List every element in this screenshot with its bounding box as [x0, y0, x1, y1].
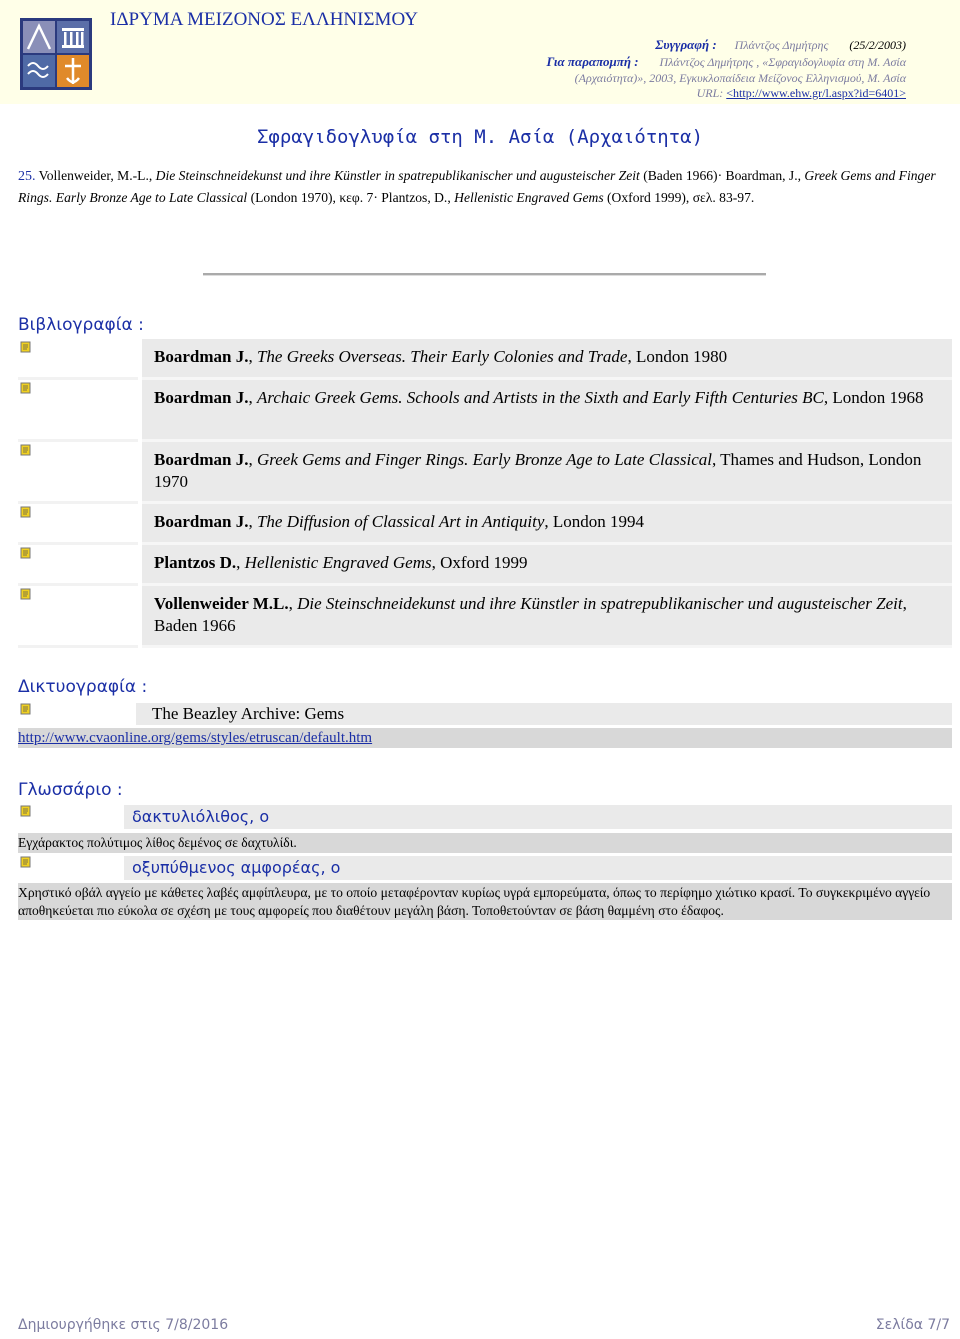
note-icon[interactable] — [20, 805, 32, 817]
glossary-definition: Χρηστικό οβάλ αγγείο με κάθετες λαβές αμφίπλευρα, με το οποίο μεταφέρονταν κυρίως υγρά εμπορεύματα, όπως το περίφημο χιώτικο κρασί. Το συγκεκριμένο αγγείο αποθηκεύεται πιο εύκολα σε σχέση με τους αμφορείς που διαθέτουν μεγάλη βάση. Τοποθετούνταν σε βάση θαμμένη στο έδαφος. — [18, 883, 952, 920]
citation-url-line — [697, 86, 906, 101]
bib-author: Vollenweider M.L. — [154, 594, 289, 613]
footer-created-date: Δημιουργήθηκε στις 7/8/2016 — [18, 1317, 229, 1333]
glossary-heading: Γλωσσάριο : — [18, 780, 123, 800]
glossary-definition: Εγχάρακτος πολύτιμος λίθος δεμένος σε δαχτυλίδι. — [18, 833, 952, 853]
bibliography-text — [154, 449, 944, 493]
footnote-text: Vollenweider, M.-L., — [35, 168, 156, 183]
citation-url-link[interactable]: <http://www.ehw.gr/l.aspx?id=6401> — [726, 86, 906, 100]
citation-text-1: Πλάντζος Δημήτρης , «Σφραγιδογλυφία στη Μ. Ασία — [659, 55, 906, 69]
author-label: Συγγραφή : — [655, 37, 717, 52]
note-icon[interactable] — [20, 856, 32, 868]
bib-publication: , London 1994 — [544, 512, 645, 531]
footnote-text: (Baden 1966)· Boardman, J., — [639, 168, 805, 183]
bibliography-item — [18, 545, 952, 583]
bib-publication: , Oxford 1999 — [431, 553, 528, 572]
bibliography-item — [18, 339, 952, 377]
bibliography-text — [154, 346, 944, 368]
bibliography-text — [154, 387, 944, 409]
bib-author: Boardman J. — [154, 347, 249, 366]
citation-text-2: (Αρχαιότητα)», 2003, Εγκυκλοπαίδεια Μείζονος Ελληνισμού, Μ. Ασία — [574, 71, 906, 85]
citation-line-2 — [575, 71, 906, 86]
bib-publication: , Thames and Hudson, London 1970 — [154, 450, 922, 491]
bib-separator: , — [248, 512, 257, 531]
glossary-term-row — [18, 805, 952, 829]
bib-author: Boardman J. — [154, 512, 249, 531]
webography-heading: Δικτυογραφία : — [18, 677, 148, 697]
webography-title: The Beazley Archive: Gems — [152, 704, 345, 723]
footnote-title: Hellenistic Engraved Gems — [454, 190, 604, 205]
glossary-term: δακτυλιόλιθος, ο — [132, 807, 270, 826]
bibliography-item — [18, 380, 952, 439]
divider — [203, 273, 766, 276]
citation-label: Για παραπομπή : — [546, 54, 639, 69]
footnote-text: (Oxford 1999), σελ. 83-97. — [603, 190, 755, 205]
bib-publication: , Baden 1966 — [154, 594, 907, 635]
organization-name: ΙΔΡΥΜΑ ΜΕΙΖΟΝΟΣ ΕΛΛΗΝΙΣΜΟΥ — [110, 9, 418, 30]
bib-title: Die Steinschneidekunst und ihre Künstler in spatrepublikanischer und augusteischer Zeit — [297, 594, 903, 613]
note-icon[interactable] — [20, 703, 32, 715]
bib-title: Greek Gems and Finger Rings. Early Bronze Age to Late Classical — [256, 450, 712, 469]
bib-separator: , — [248, 450, 257, 469]
bib-publication: , London 1980 — [627, 347, 728, 366]
url-prefix: URL: — [696, 86, 727, 100]
author-value: Πλάντζος Δημήτρης — [734, 38, 829, 52]
webography-url-row — [18, 728, 952, 748]
footer-page-number: Σελίδα 7/7 — [875, 1317, 950, 1333]
footnote-title: Die Steinschneidekunst und ihre Künstler in spatrepublikanischer und augusteischer Zeit — [155, 168, 640, 183]
footnote-title: Greek Gems and Finger Rings. Early Bronze Age to Late Classical — [18, 168, 936, 205]
bib-separator: , — [248, 347, 257, 366]
bib-publication: , London 1968 — [823, 388, 924, 407]
bibliography-text — [154, 593, 944, 637]
footnote-text: (London 1970), κεφ. 7· Plantzos, D., — [247, 190, 455, 205]
webography-item — [18, 703, 952, 725]
bibliography-text — [154, 552, 944, 574]
date-value: (25/2/2003) — [849, 38, 906, 52]
bib-author: Boardman J. — [154, 388, 249, 407]
bibliography-item — [18, 586, 952, 645]
bib-separator: , — [236, 553, 245, 572]
bib-title: Archaic Greek Gems. Schools and Artists in the Sixth and Early Fifth Centuries BC — [256, 388, 824, 407]
author-line — [655, 37, 906, 53]
glossary-term-row — [18, 856, 952, 880]
bib-title: The Diffusion of Classical Art in Antiquity — [256, 512, 545, 531]
note-icon[interactable] — [20, 506, 32, 518]
bib-separator: , — [248, 388, 257, 407]
bib-separator: , — [288, 594, 298, 613]
bib-title: The Greeks Overseas. Their Early Colonies and Trade — [256, 347, 628, 366]
glossary-term: οξυπύθμενος αμφορέας, ο — [132, 858, 341, 877]
page-title: Σφραγιδογλυφία στη Μ. Ασία (Αρχαιότητα) — [256, 126, 704, 148]
note-icon[interactable] — [20, 444, 32, 456]
webography-url-link[interactable]: http://www.cvaonline.org/gems/styles/etruscan/default.htm — [18, 730, 373, 746]
bibliography-item — [18, 504, 952, 542]
citation-line-1 — [546, 54, 906, 70]
bibliography-text — [154, 511, 944, 533]
bib-title: Hellenistic Engraved Gems — [244, 553, 432, 572]
note-icon[interactable] — [20, 341, 32, 353]
bib-author: Plantzos D. — [154, 553, 237, 572]
note-icon[interactable] — [20, 382, 32, 394]
bib-author: Boardman J. — [154, 450, 249, 469]
foundation-logo — [20, 18, 92, 90]
note-icon[interactable] — [20, 588, 32, 600]
note-icon[interactable] — [20, 547, 32, 559]
footnote-number: 25. — [18, 169, 36, 184]
footnote — [18, 165, 948, 208]
bibliography-item — [18, 442, 952, 501]
bibliography-heading: Βιβλιογραφία : — [18, 315, 144, 335]
